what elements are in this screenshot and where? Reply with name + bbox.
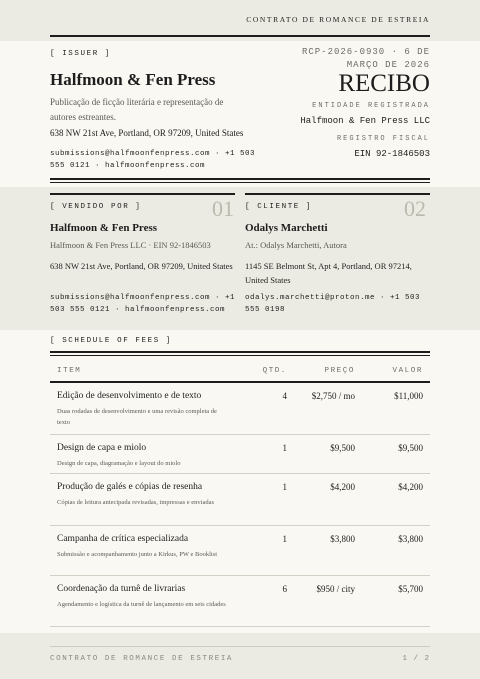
fees-rule-thick xyxy=(50,351,430,353)
row-detail: Submissão e acompanhamento junto a Kirkus, PW e Booklist xyxy=(57,551,218,558)
row-value: $3,800 xyxy=(398,534,423,544)
row-value: $4,200 xyxy=(398,482,423,492)
issuer-name: Halfmoon & Fen Press xyxy=(50,70,216,89)
row-description: Campanha de crítica especializada xyxy=(57,534,189,544)
issuer-tag: [ ISSUER ] xyxy=(50,50,112,58)
footer-label: CONTRATO DE ROMANCE DE ESTREIA xyxy=(50,655,234,663)
row-description: Design de capa e miolo xyxy=(57,443,147,453)
tax-value: EIN 92-1846503 xyxy=(354,149,430,159)
fees-rule-thin xyxy=(50,355,430,356)
row-qty: 4 xyxy=(282,391,287,401)
receipt-title: RECIBO xyxy=(338,70,430,97)
seller-number: 01 xyxy=(212,196,234,221)
top-rule xyxy=(50,35,430,37)
seller-name: Halfmoon & Fen Press xyxy=(50,222,158,234)
header-item: ITEM xyxy=(57,367,82,375)
receipt-id: RCP-2026-0930 · 6 DE MARÇO DE 2026 xyxy=(301,47,430,70)
client-tag: [ CLIENTE ] xyxy=(245,203,313,211)
row-qty: 1 xyxy=(282,534,287,544)
seller-subtitle: Halfmoon & Fen Press LLC · EIN 92-1846503 xyxy=(50,240,211,250)
row-price: $3,800 xyxy=(330,534,355,544)
row-detail: Duas rodadas de desenvolvimento e uma revisão completa de texto xyxy=(57,408,217,426)
fees-table xyxy=(50,383,430,627)
client-number: 02 xyxy=(404,196,426,221)
client-contact: odalys.marchetti@proton.me · +1 503 555 0198 xyxy=(245,294,421,314)
header-rule-thin xyxy=(50,182,430,183)
row-value: $9,500 xyxy=(398,443,423,453)
row-detail: Agendamento e logística da turnê de lançamento em seis cidades xyxy=(57,601,226,608)
issuer-description: Publicação de ficção literária e representação de autores estreantes. xyxy=(50,97,224,122)
header-value: VALOR xyxy=(392,367,423,375)
row-detail: Design de capa, diagramação e layout do miolo xyxy=(57,460,181,467)
fees-tag: [ SCHEDULE OF FEES ] xyxy=(50,337,173,345)
table-row xyxy=(50,435,430,474)
row-price: $4,200 xyxy=(330,482,355,492)
row-value: $11,000 xyxy=(394,391,423,401)
header-price: PREÇO xyxy=(324,367,355,375)
document-top-label: CONTRATO DE ROMANCE DE ESTREIA xyxy=(246,15,430,24)
row-description: Coordenação da turnê de livrarias xyxy=(57,584,186,594)
row-price: $950 / city xyxy=(316,584,355,594)
client-name: Odalys Marchetti xyxy=(245,222,328,234)
issuer-address: 638 NW 21st Ave, Portland, OR 97209, United States xyxy=(50,128,244,138)
client-rule xyxy=(245,193,430,195)
row-qty: 6 xyxy=(282,584,287,594)
row-detail: Cópias de leitura antecipada revisadas, impressas e enviadas xyxy=(57,499,215,506)
row-description: Produção de galés e cópias de resenha xyxy=(57,482,203,492)
seller-rule xyxy=(50,193,235,195)
entity-label: ENTIDADE REGISTRADA xyxy=(312,102,430,110)
row-qty: 1 xyxy=(282,482,287,492)
page-number: 1 / 2 xyxy=(402,655,430,663)
table-row xyxy=(50,383,430,435)
row-qty: 1 xyxy=(282,443,287,453)
table-row xyxy=(50,526,430,576)
seller-contact: submissions@halfmoonfenpress.com · +1 503 555 0121 · halfmoonfenpress.com xyxy=(50,294,236,314)
row-value: $5,700 xyxy=(398,584,423,594)
row-price: $2,750 / mo xyxy=(311,391,355,401)
tax-label: REGISTRO FISCAL xyxy=(336,135,430,143)
footer-rule xyxy=(50,646,430,647)
row-description: Edição de desenvolvimento e de texto xyxy=(57,391,202,401)
seller-tag: [ VENDIDO POR ] xyxy=(50,203,142,211)
client-address: 1145 SE Belmont St, Apt 4, Portland, OR 97214, United States xyxy=(245,261,412,285)
header-qty: QTD. xyxy=(262,367,287,375)
issuer-contact: submissions@halfmoonfenpress.com · +1 503 555 0121 · halfmoonfenpress.com xyxy=(50,150,256,170)
header-rule-thick xyxy=(50,178,430,180)
table-row xyxy=(50,474,430,526)
entity-value: Halfmoon & Fen Press LLC xyxy=(300,116,430,126)
table-row xyxy=(50,576,430,627)
client-subtitle: At.: Odalys Marchetti, Autora xyxy=(245,240,347,250)
row-price: $9,500 xyxy=(330,443,355,453)
seller-address: 638 NW 21st Ave, Portland, OR 97209, United States xyxy=(50,261,233,271)
